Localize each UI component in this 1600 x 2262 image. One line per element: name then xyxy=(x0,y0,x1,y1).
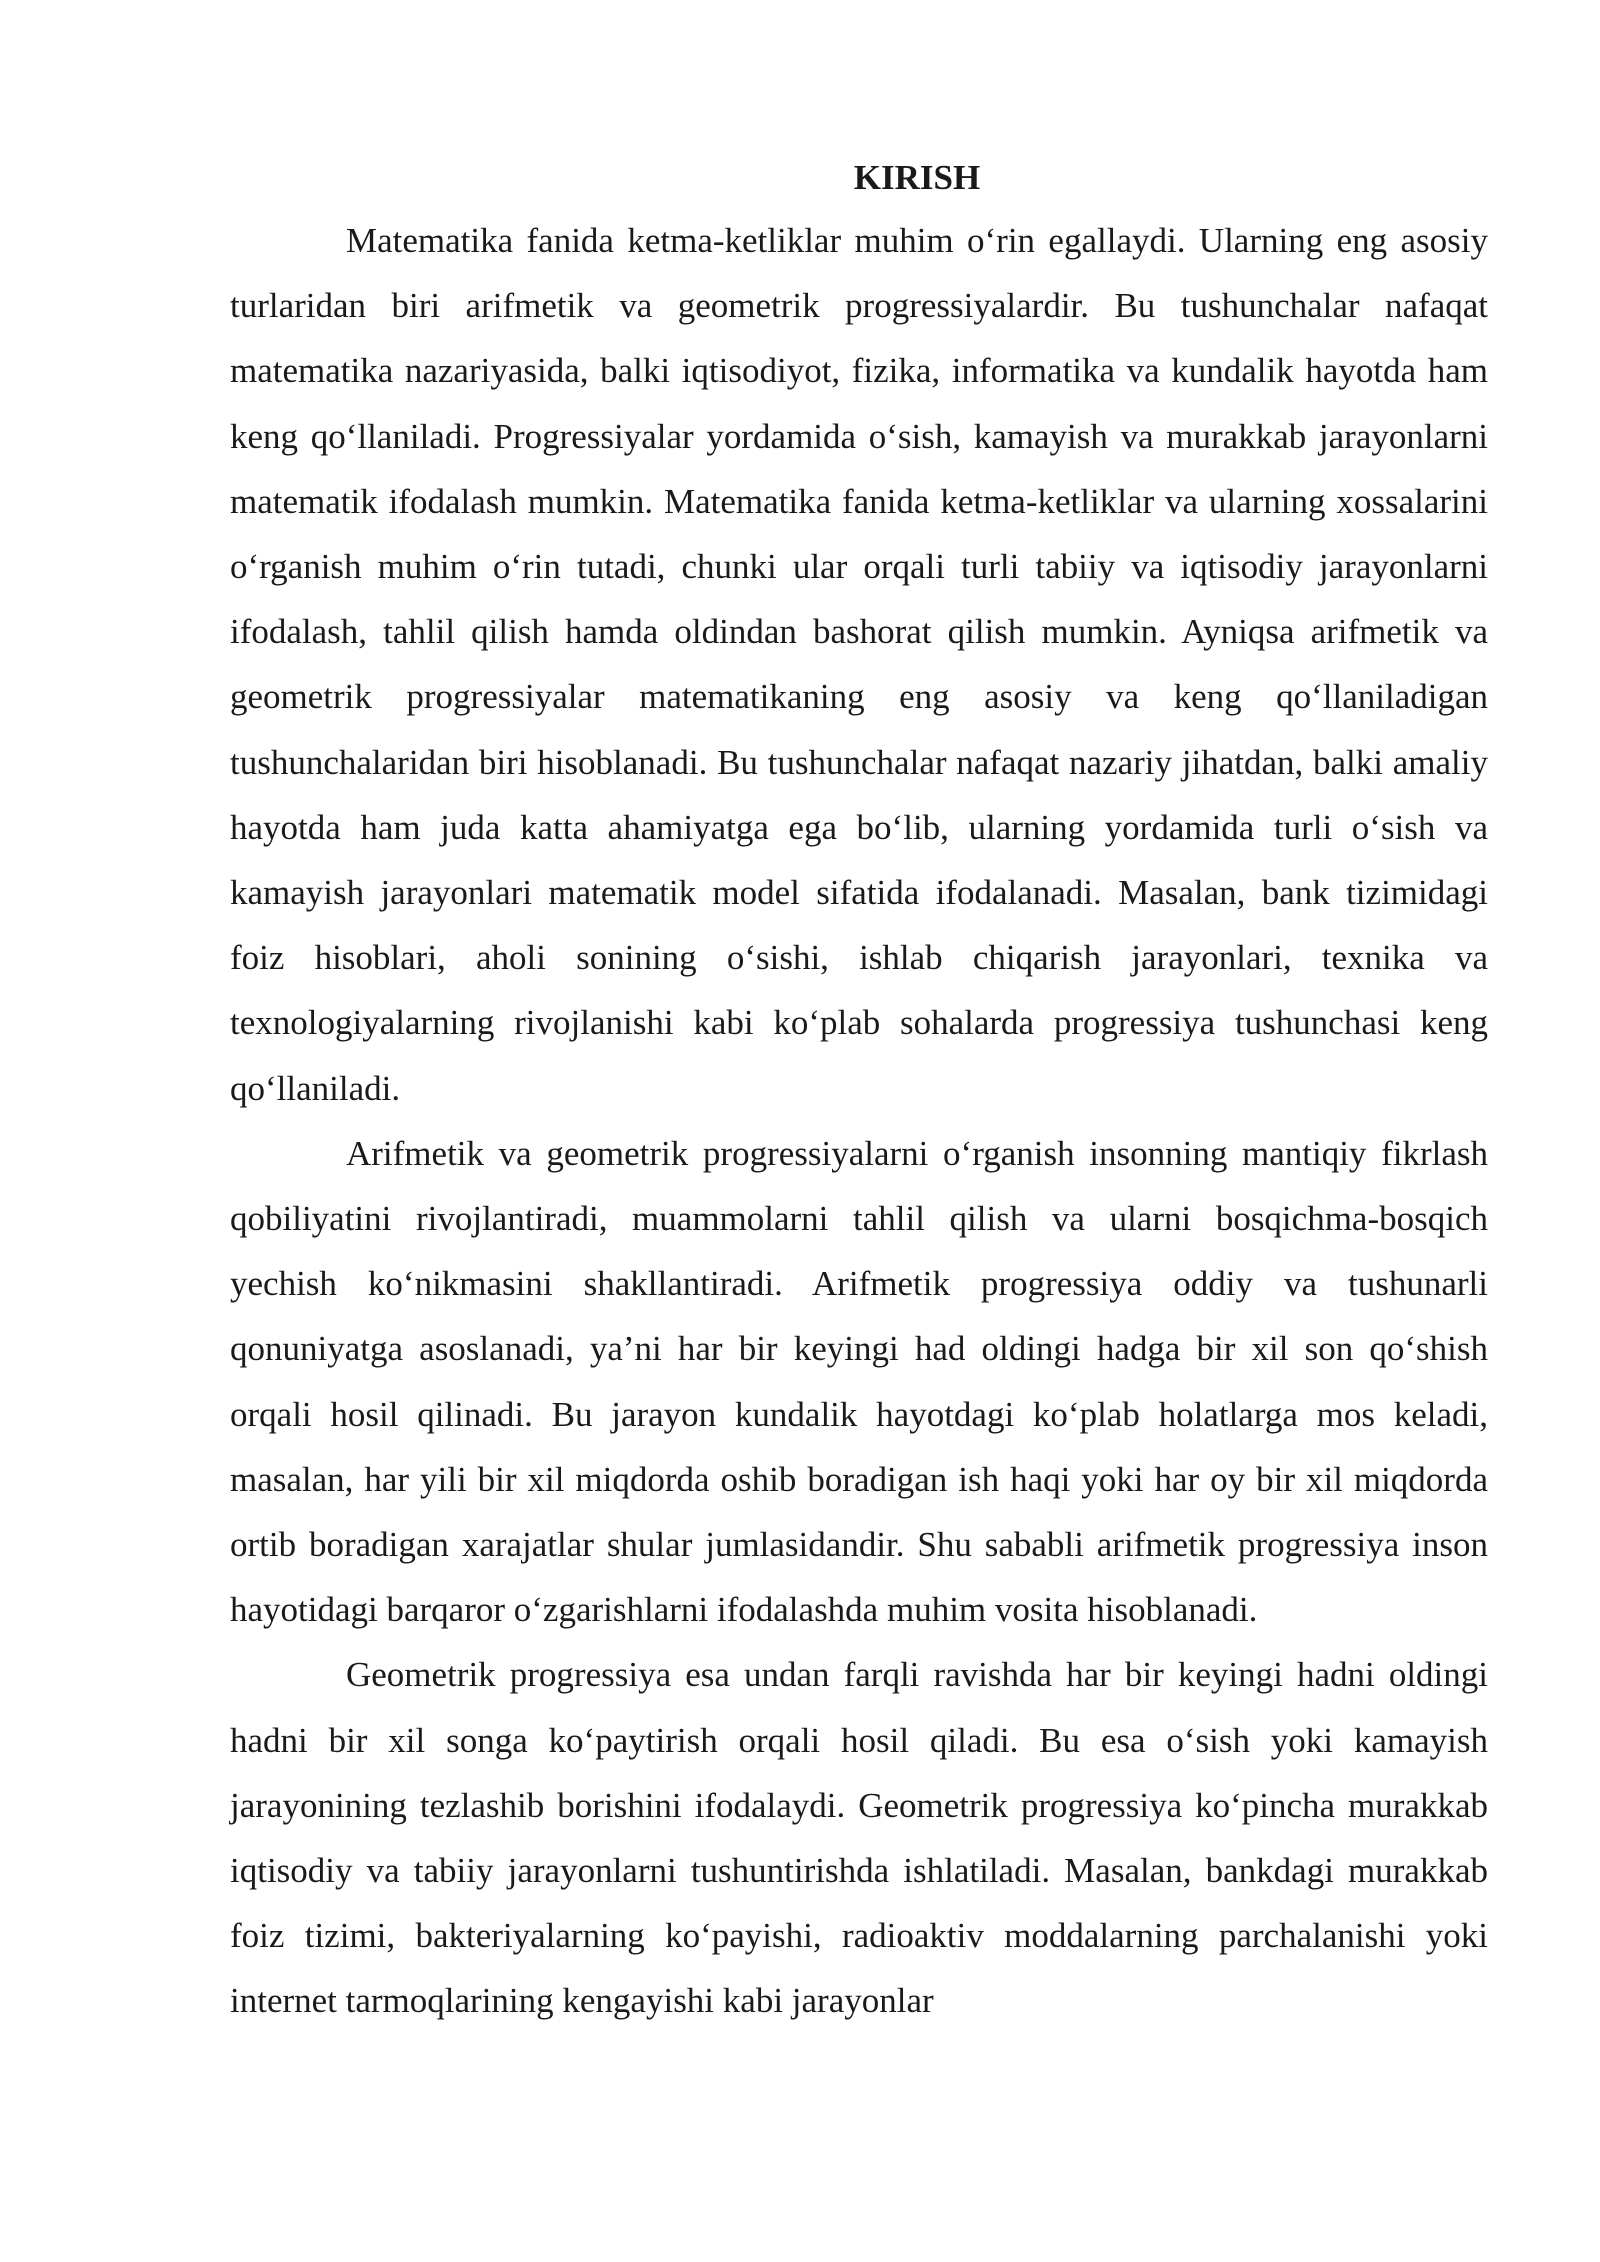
paragraph-1: Matematika fanida ketma-ketliklar muhim o‘rin egallaydi. Ularning eng asosiy turlaridan biri arifmetik va geometrik progressiyalardir. Bu tushunchalar nafaqat matematika nazariyasida, balki iqtisodiyot, fizika, informatika va kundalik hayotda ham keng qo‘llaniladi. Progressiyalar yordamida o‘sish, kamayish va murakkab jarayonlarni matematik ifodalash mumkin. Matematika fanida ketma-ketliklar va ularning xossalarini o‘rganish muhim o‘rin tutadi, chunki ular orqali turli tabiiy va iqtisodiy jarayonlarni ifodalash, tahlil qilish hamda oldindan bashorat qilish mumkin. Ayniqsa arifmetik va geometrik progressiyalar matematikaning eng asosiy va keng qo‘llaniladigan tushunchalaridan biri hisoblanadi. Bu tushunchalar nafaqat nazariy jihatdan, balki amaliy hayotda ham juda katta ahamiyatga ega bo‘lib, ularning yordamida turli o‘sish va kamayish jarayonlari matematik model sifatida ifodalanadi. Masalan, bank tizimidagi foiz hisoblari, aholi sonining o‘sishi, ishlab chiqarish jarayonlari, texnika va texnologiyalarning rivojlanishi kabi ko‘plab sohalarda progressiya tushunchasi keng qo‘llaniladi. xyxy=(230,221,1488,1108)
paragraph-2: Arifmetik va geometrik progressiyalarni o‘rganish insonning mantiqiy fikrlash qobiliyatini rivojlantiradi, muammolarni tahlil qilish va ularni bosqichma-bosqich yechish ko‘nikmasini shakllantiradi. Arifmetik progressiya oddiy va tushunarli qonuniyatga asoslanadi, ya’ni har bir keyingi had oldingi hadga bir xil son qo‘shish orqali hosil qilinadi. Bu jarayon kundalik hayotdagi ko‘plab holatlarga mos keladi, masalan, har yili bir xil miqdorda oshib boradigan ish haqi yoki har oy bir xil miqdorda ortib boradigan xarajatlar shular jumlasidandir. Shu sababli arifmetik progressiya inson hayotidagi barqaror o‘zgarishlarni ifodalashda muhim vosita hisoblanadi. xyxy=(230,1133,1488,1630)
section-heading: KIRISH xyxy=(853,158,981,197)
document-page xyxy=(230,148,1488,2034)
paragraph-3: Geometrik progressiya esa undan farqli ravishda har bir keyingi hadni oldingi hadni bir xil songa ko‘paytirish orqali hosil qiladi. Bu esa o‘sish yoki kamayish jarayonining tezlashib borishini ifodalaydi. Geometrik progressiya ko‘pincha murakkab iqtisodiy va tabiiy jarayonlarni tushuntirishda ishlatiladi. Masalan, bankdagi murakkab foiz tizimi, bakteriyalarning ko‘payishi, radioaktiv moddalarning parchalanishi yoki internet tarmoqlarining kengayishi kabi jarayonlar xyxy=(230,1655,1488,2021)
